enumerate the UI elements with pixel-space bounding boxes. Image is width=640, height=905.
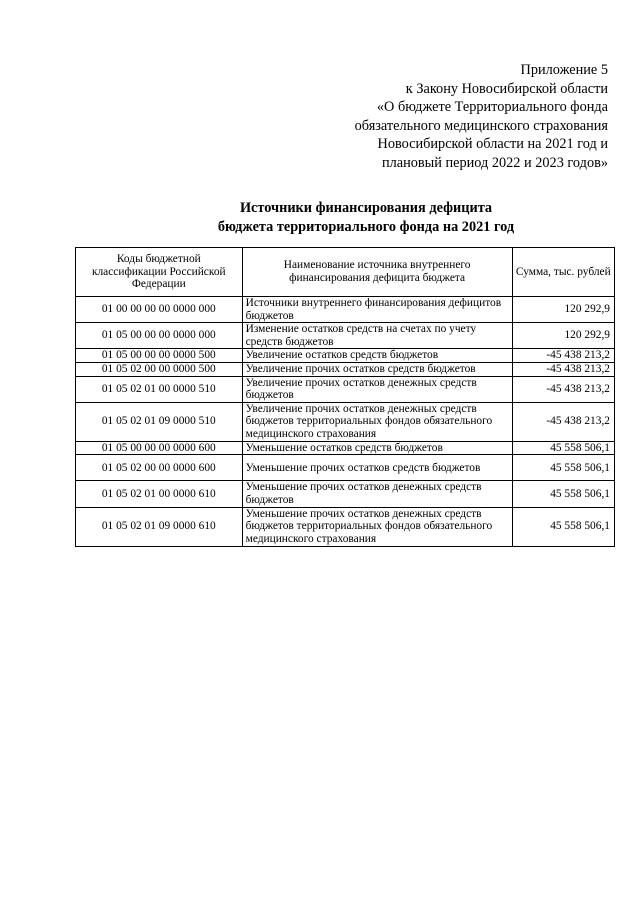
table-row — [76, 362, 615, 376]
appendix-line: Новосибирской области на 2021 год и — [377, 136, 608, 153]
header-name: Наименование источника внутреннего финансирования дефицита бюджета — [242, 248, 512, 297]
row-code: 01 05 02 00 00 0000 600 — [76, 455, 243, 481]
appendix-line: к Закону Новосибирской области — [405, 80, 608, 97]
table-row — [76, 481, 615, 507]
table-row — [76, 441, 615, 455]
appendix-line: «О бюджете Территориального фонда — [376, 99, 608, 116]
row-amount: 120 292,9 — [512, 323, 614, 349]
row-code: 01 05 02 01 00 0000 610 — [76, 481, 243, 507]
table-row — [76, 376, 615, 402]
row-name: Изменение остатков средств на счетах по учету средств бюджетов — [242, 323, 512, 349]
header-amount: Сумма, тыс. рублей — [512, 248, 614, 297]
row-code: 01 05 02 01 09 0000 610 — [76, 507, 243, 546]
row-name: Уменьшение остатков средств бюджетов — [242, 441, 512, 455]
table-row — [76, 323, 615, 349]
header-code: Коды бюджетной классификации Российской Федерации — [76, 248, 243, 297]
title-line-1: Источники финансирования дефицита — [239, 200, 493, 216]
appendix-header — [278, 61, 608, 173]
row-amount: 45 558 506,1 — [512, 441, 614, 455]
row-name: Увеличение прочих остатков средств бюджетов — [242, 362, 512, 376]
row-code: 01 05 02 01 00 0000 510 — [76, 376, 243, 402]
row-code: 01 05 00 00 00 0000 000 — [76, 323, 243, 349]
table-row — [76, 455, 615, 481]
row-amount: -45 438 213,2 — [512, 349, 614, 363]
appendix-line: плановый период 2022 и 2023 годов» — [381, 154, 608, 171]
table-row — [76, 507, 615, 546]
table-row — [76, 402, 615, 441]
row-name: Уменьшение прочих остатков денежных средств бюджетов — [242, 481, 512, 507]
row-name: Уменьшение прочих остатков денежных средств бюджетов территориальных фондов обязательного медицинского страхования — [242, 507, 512, 546]
table-header-row — [76, 248, 615, 297]
row-amount: -45 438 213,2 — [512, 362, 614, 376]
table-row — [76, 349, 615, 363]
row-amount: 45 558 506,1 — [512, 455, 614, 481]
row-amount: 120 292,9 — [512, 297, 614, 323]
row-name: Увеличение остатков средств бюджетов — [242, 349, 512, 363]
financing-sources-table — [75, 247, 615, 547]
row-code: 01 05 02 01 09 0000 510 — [76, 402, 243, 441]
row-name: Уменьшение прочих остатков средств бюджетов — [242, 455, 512, 481]
row-code: 01 05 02 00 00 0000 500 — [76, 362, 243, 376]
appendix-line: Приложение 5 — [520, 62, 608, 78]
row-code: 01 05 00 00 00 0000 600 — [76, 441, 243, 455]
row-name: Увеличение прочих остатков денежных средств бюджетов территориальных фондов обязательного медицинского страхования — [242, 402, 512, 441]
document-title — [0, 199, 640, 236]
row-amount: -45 438 213,2 — [512, 402, 614, 441]
title-line-2: бюджета территориального фонда на 2021 год — [217, 218, 515, 235]
row-name: Увеличение прочих остатков денежных средств бюджетов — [242, 376, 512, 402]
row-amount: -45 438 213,2 — [512, 376, 614, 402]
row-amount: 45 558 506,1 — [512, 507, 614, 546]
row-amount: 45 558 506,1 — [512, 481, 614, 507]
row-code: 01 05 00 00 00 0000 500 — [76, 349, 243, 363]
row-name: Источники внутреннего финансирования дефицитов бюджетов — [242, 297, 512, 323]
appendix-line: обязательного медицинского страхования — [354, 117, 608, 134]
row-code: 01 00 00 00 00 0000 000 — [76, 297, 243, 323]
table-row — [76, 297, 615, 323]
